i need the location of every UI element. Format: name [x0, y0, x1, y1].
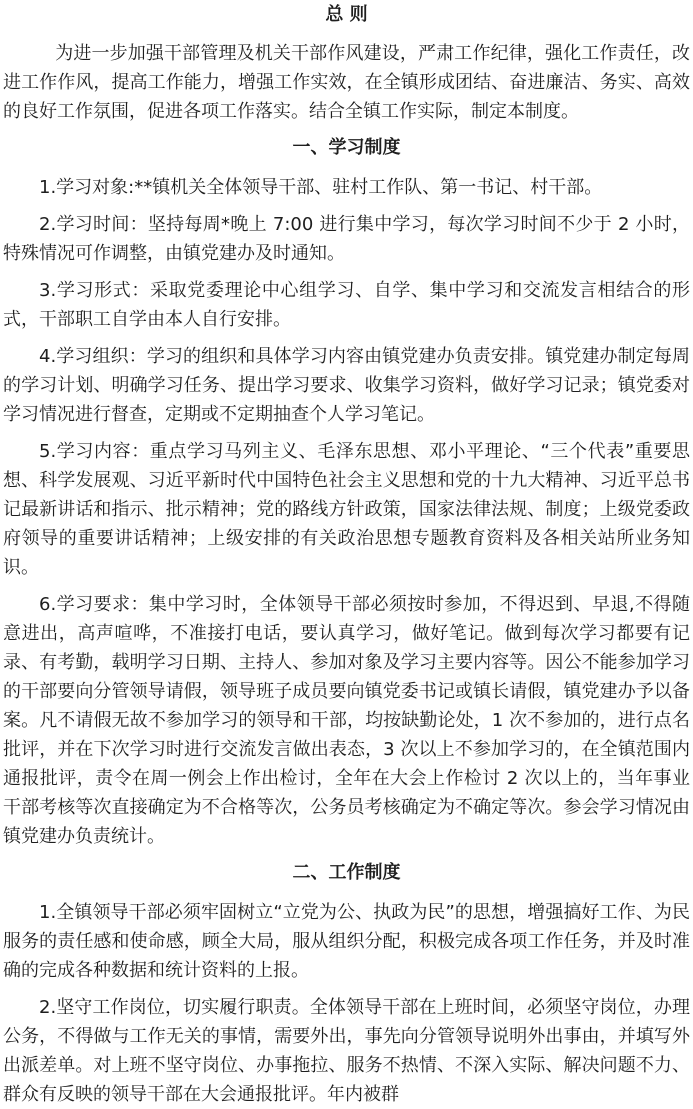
section-heading-study: 一、学习制度: [292, 137, 401, 158]
study-item-1: 1.学习对象:**镇机关全体领导干部、驻村工作队、第一书记、村干部。: [39, 177, 603, 198]
document-page: [0, 3, 693, 1105]
study-item-3: 3.学习形式：采取党委理论中心组学习、自学、集中学习和交流发言相结合的形式，干部职工自学由本人自行安排。: [3, 280, 690, 330]
intro-paragraph: 为进一步加强干部管理及机关干部作风建设，严肃工作纪律，强化工作责任，改进工作作风，提高工作能力，增强工作实效，在全镇形成团结、奋进廉洁、务实、高效的良好工作氛围，促进各项工作落实。结合全镇工作实际，制定本制度。: [3, 43, 690, 122]
study-item-2: 2.学习时间：坚持每周*晚上 7:00 进行集中学习，每次学习时间不少于 2 小时，特殊情况可作调整，由镇党建办及时通知。: [3, 214, 690, 264]
work-item-1: 1.全镇领导干部必须牢固树立“立党为公、执政为民”的思想，增强搞好工作、为民服务的责任感和使命感，顾全大局，服从组织分配，积极完成各项工作任务，并及时准确的完成各种数据和统计资料的上报。: [3, 902, 690, 981]
section-heading-work: 二、工作制度: [292, 862, 401, 883]
study-item-4: 4.学习组织：学习的组织和具体学习内容由镇党建办负责安排。镇党建办制定每周的学习计划、明确学习任务、提出学习要求、收集学习资料，做好学习记录；镇党委对学习情况进行督查，定期或不定期抽查个人学习笔记。: [3, 346, 690, 425]
work-item-2: 2.坚守工作岗位，切实履行职责。全体领导干部在上班时间，必须坚守岗位，办理公务，不得做与工作无关的事情，需要外出，事先向分管领导说明外出事由，并填写外出派差单。对上班不坚守岗位、办事拖拉、服务不热情、不深入实际、解决问题不力、群众有反映的领导干部在大会通报批评。年内被群: [3, 997, 690, 1105]
document-title: 总 则: [325, 4, 368, 25]
study-item-6: 6.学习要求：集中学习时，全体领导干部必须按时参加，不得迟到、早退,不得随意进出，高声喧哗，不准接打电话，要认真学习，做好笔记。做到每次学习都要有记录、有考勤，载明学习日期、主持人、参加对象及学习主要内容等。因公不能参加学习的干部要向分管领导请假，领导班子成员要向镇党委书记或镇长请假，镇党建办予以备案。凡不请假无故不参加学习的领导和干部，均按缺勤论处，1 次不参加的，进行点名批评，并在下次学习时进行交流发言做出表态，3 次以上不参加学习的，在全镇范围内通报批评，责令在周一例会上作出检讨，全年在大会上作检讨 2 次以上的，当年事业干部考核等次直接确定为不合格等次，公务员考核确定为不确定等次。参会学习情况由镇党建办负责统计。: [3, 594, 690, 847]
study-item-5: 5.学习内容：重点学习马列主义、毛泽东思想、邓小平理论、“三个代表”重要思想、科学发展观、习近平新时代中国特色社会主义思想和党的十九大精神、习近平总书记最新讲话和指示、批示精神；党的路线方针政策，国家法律法规、制度；上级党委政府领导的重要讲话精神；上级安排的有关政治思想专题教育资料及各相关站所业务知识。: [3, 441, 690, 578]
